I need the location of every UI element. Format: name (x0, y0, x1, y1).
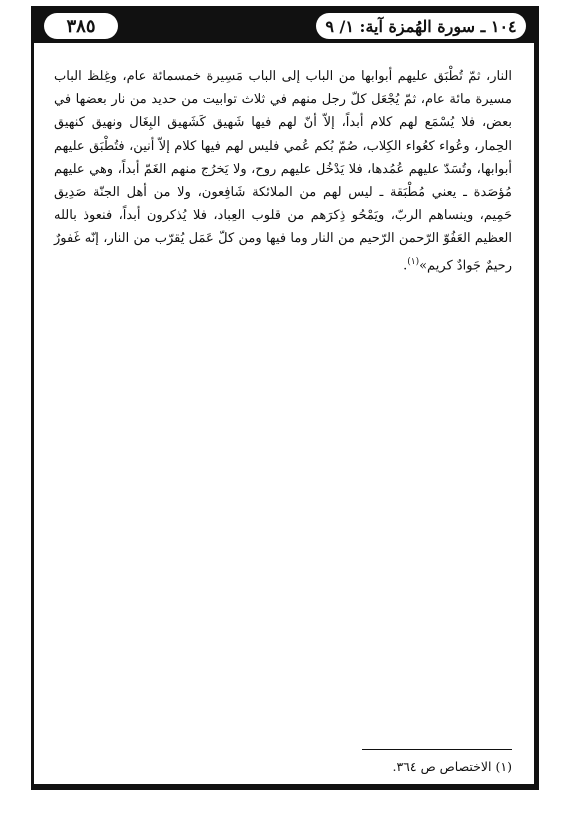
footnote-divider (362, 749, 512, 750)
footnote-text: الاختصاص ص ٣٦٤. (392, 759, 492, 774)
running-head (316, 13, 526, 39)
running-head-text: ١٠٤ ـ سورة الهُمزة آية: ١/ ٩ (325, 16, 517, 36)
footnote-number: (١) (495, 759, 512, 774)
page-number-text: ٣٨٥ (66, 15, 96, 37)
page-number (44, 13, 118, 39)
page-frame (31, 6, 539, 790)
main-text-block (54, 65, 512, 277)
body-paragraph (54, 65, 512, 277)
body-paragraph-text: النار، ثمّ تُطْبَق عليهم أبوابها من الباب إلى الباب مَسِيرة خمسمائة عام، وغِلظ الباب مسيرة مائة عام، ثمّ يُجْعَل كلّ رجل منهم في ثلاث توابيت من حديد من نار بعضها في بعض، فلا يُسْمَع لهم كلام أبداً، إلاّ أنّ لهم فيها شَهيق كَشَهيق البِغَال ونهيق كنهيق الحِمار، وعُواء كعُواء الكِلاب، صُمّ بُكم عُمي فليس لهم فيها كلام إلاّ أنين، فتُطْبَق عليهم أبوابها، وتُسَدّ عليهم عُمُدها، فلا يَدْخُل عليهم روح، ولا يَخرُج منهم الغَمّ أبداً، وهي عليهم مُؤصَدة ـ يعني مُطْبَقة ـ ليس لهم من الملائكة شَافِعون، ولا من أهل الجنّة صَدِيق حَمِيم، وينساهم الربّ، ويَمْحُو ذِكرَهم من قلوب العِباد، فلا يُذكرون أبداً، فنعوذ بالله العظيم العَفُوّ الرّحمن الرّحيم من النار وما فيها ومن كلّ عَمَل يُقرّب من النار، إنّه غَفورٌ رحيمٌ جَوادٌ كريم» (54, 69, 512, 273)
footnote (54, 757, 512, 777)
page-header (34, 9, 534, 43)
closing-period: . (403, 257, 408, 273)
footnote-reference: (١) (407, 256, 420, 267)
